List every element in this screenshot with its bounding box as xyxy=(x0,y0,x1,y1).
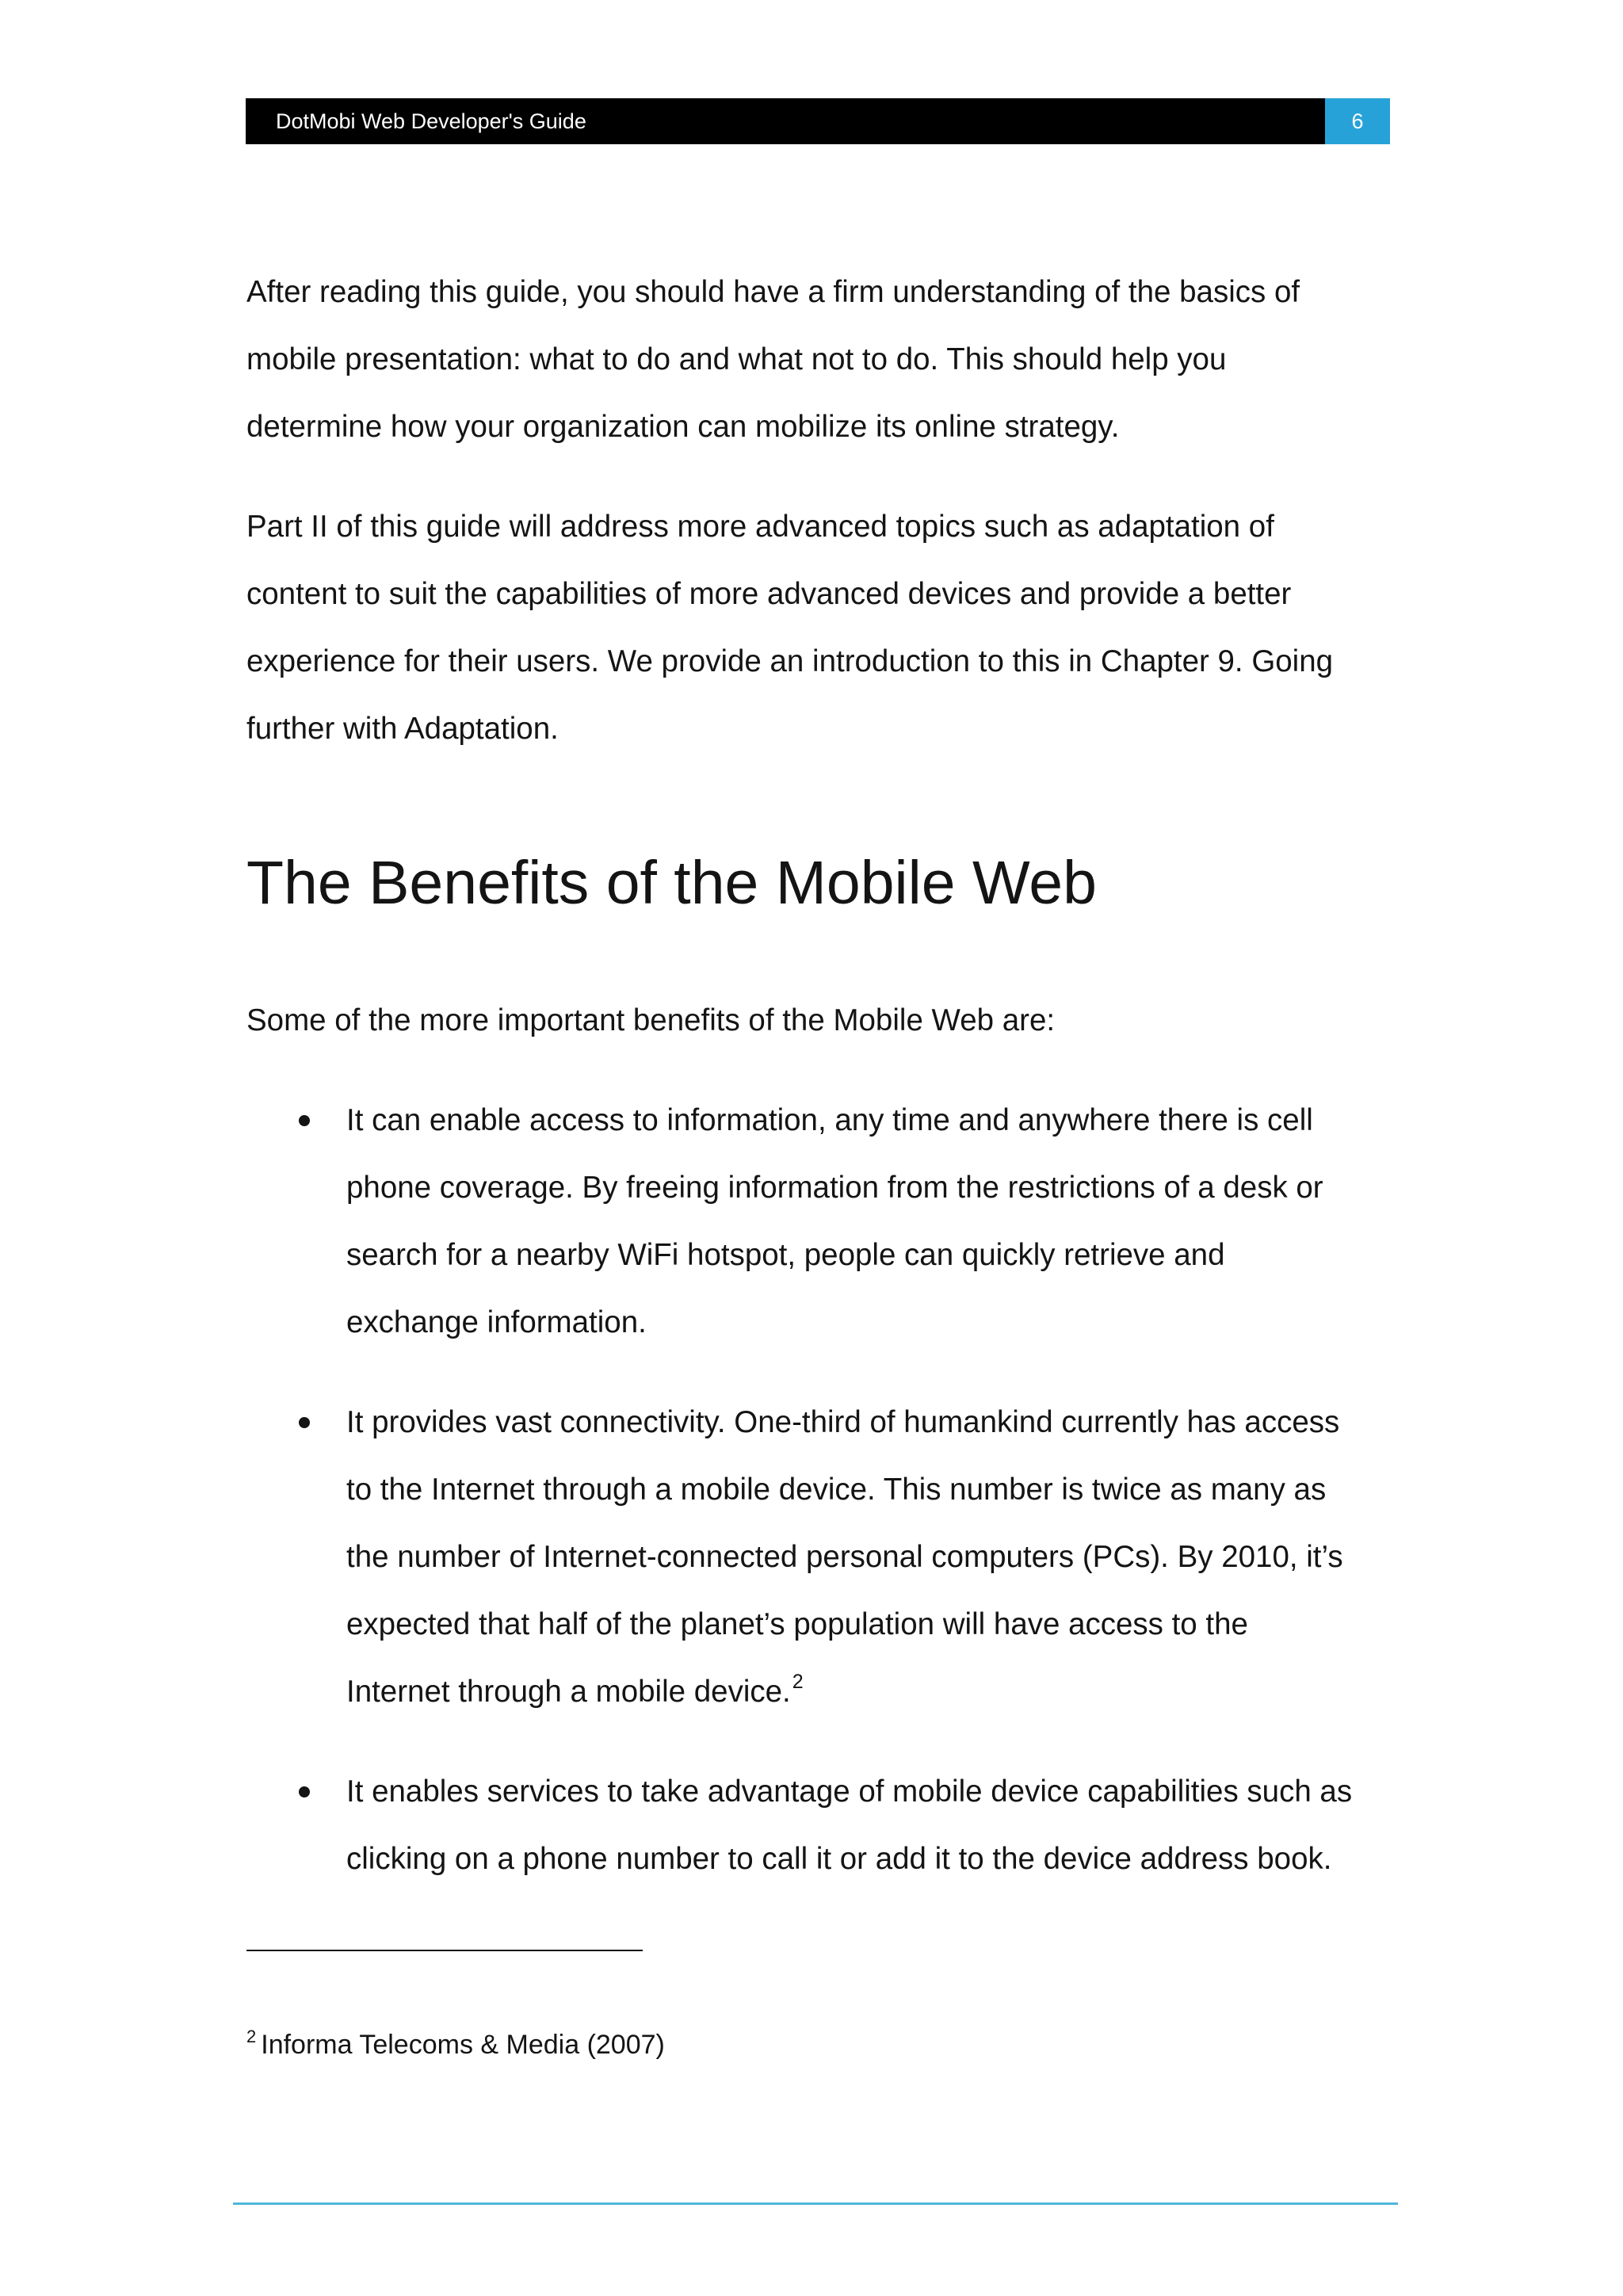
footnote-reference[interactable]: 2 xyxy=(792,1671,804,1693)
text-line: search for a nearby WiFi hotspot, people can quickly retrieve and xyxy=(346,1238,1225,1272)
bullet-icon xyxy=(299,1115,310,1126)
page-body xyxy=(246,258,1403,1925)
text-line: to the Internet through a mobile device. This number is twice as many as xyxy=(346,1473,1327,1507)
text-line: content to suit the capabilities of more advanced devices and provide a better xyxy=(246,577,1292,611)
text-line: Internet through a mobile device. xyxy=(346,1675,791,1709)
paragraph xyxy=(246,493,1403,762)
text-line: mobile presentation: what to do and what not to do. This should help you xyxy=(246,342,1227,376)
footnote-marker: 2 xyxy=(246,2027,257,2046)
list-item xyxy=(246,1389,1403,1725)
text-line: Part II of this guide will address more advanced topics such as adaptation of xyxy=(246,510,1274,544)
text-line: exchange information. xyxy=(346,1305,647,1339)
text-line: It enables services to take advantage of mobile device capabilities such as xyxy=(346,1775,1353,1809)
list-item xyxy=(246,1758,1403,1893)
footnote-text: Informa Telecoms & Media (2007) xyxy=(261,2030,665,2060)
text-line: phone coverage. By freeing information from the restrictions of a desk or xyxy=(346,1171,1323,1205)
list-item xyxy=(246,1087,1403,1356)
text-line: experience for their users. We provide an introduction to this in Chapter 9. Going xyxy=(246,644,1334,678)
text-line: clicking on a phone number to call it or add it to the device address book. xyxy=(346,1842,1332,1876)
text-line: further with Adaptation. xyxy=(246,712,559,746)
footer-divider xyxy=(233,2202,1398,2205)
text-line: determine how your organization can mobilize its online strategy. xyxy=(246,410,1120,444)
text-line-with-footnote xyxy=(346,1658,1403,1725)
footnote-divider xyxy=(246,1950,643,1951)
footnote xyxy=(246,2025,665,2065)
text-line: After reading this guide, you should have a firm understanding of the basics of xyxy=(246,275,1300,309)
paragraph xyxy=(246,258,1403,460)
page-header xyxy=(246,98,1390,144)
bullet-icon xyxy=(299,1786,310,1797)
section-heading: The Benefits of the Mobile Web xyxy=(246,849,1097,917)
benefits-list xyxy=(246,1087,1403,1893)
section-intro: Some of the more important benefits of the Mobile Web are: xyxy=(246,1003,1056,1037)
text-line: the number of Internet-connected personal computers (PCs). By 2010, it’s xyxy=(346,1540,1343,1574)
document-title: DotMobi Web Developer's Guide xyxy=(276,109,586,133)
text-line: It can enable access to information, any time and anywhere there is cell xyxy=(346,1103,1313,1137)
page-number: 6 xyxy=(1325,98,1390,144)
text-line: expected that half of the planet’s population will have access to the xyxy=(346,1607,1248,1641)
bullet-icon xyxy=(299,1417,310,1428)
text-line: It provides vast connectivity. One-third of humankind currently has access xyxy=(346,1405,1340,1439)
